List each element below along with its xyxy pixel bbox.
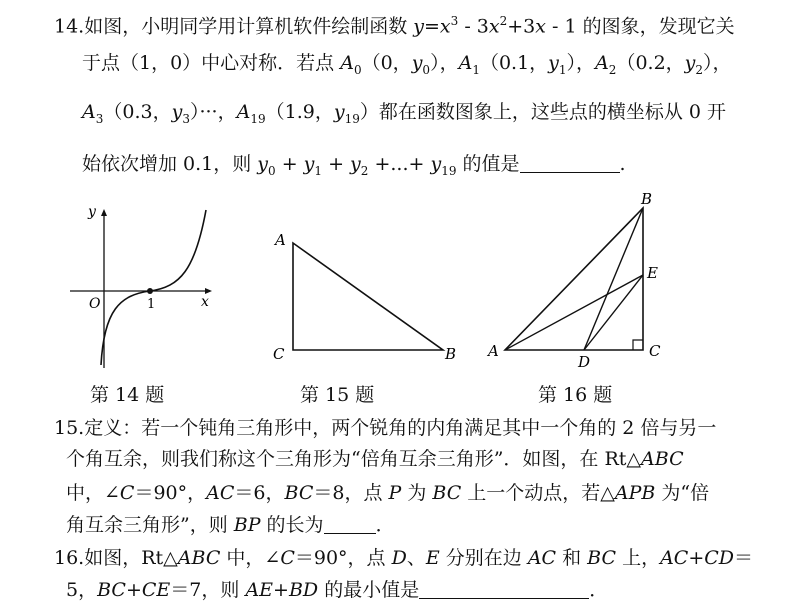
answer-blank-15[interactable] [324, 515, 376, 534]
q14-line-2: 于点（1，0）中心对称．若点 $A_0(0$，$y_0$），$A_1(0.1$，$y_1$），$A_2(0.2$，$y_2$）， [82, 52, 732, 77]
fig15-label-a: A [275, 231, 286, 249]
fig15-label-c: C [273, 345, 285, 363]
fig14-label-x: x [201, 294, 209, 310]
fig16-label-a: A [488, 342, 499, 360]
q14-line-1: 14.如图，小明同学用计算机软件绘制函数 $y=x^3 - 3x^2+3x - 1$ 的图象，发现它关 [54, 14, 735, 38]
fig16-label-b: B [641, 190, 653, 208]
q15-line-2: 个角互余，则我们称这个三角形为“倍角互余三角形”．如图，在 Rt△ABC [66, 448, 684, 470]
q15-line-4: 角互余三角形”，则 BP 的长为 ． [66, 514, 395, 536]
q15-line-1: 15.定义：若一个钝角三角形中，两个锐角的内角满足其中一个角的 2 倍与另一 [54, 417, 717, 439]
triangle-abc [293, 243, 443, 350]
fig15-label-b: B [445, 345, 457, 363]
q14-line-4: 始依次增加 0.1，则 $y_0 + y_1 + y_2$ +...+ $y_{19}$ 的值是 . [82, 153, 626, 178]
fig14-label-1: 1 [147, 297, 156, 312]
cubic-curve [101, 210, 206, 365]
y-axis-arrow [101, 209, 107, 216]
fig14-label-y: y [88, 204, 96, 220]
q15-line-3: 中，∠C＝90°，AC＝6，BC＝8，点 P 为 BC 上一个动点，若△APB 为“倍 [66, 482, 710, 504]
q16-line-2: 5，BC+CE＝7，则 AE+BD 的最小值是 ． [66, 579, 609, 601]
segment-bd [584, 208, 643, 350]
segment-de [584, 275, 643, 350]
figure-14-graph [60, 200, 220, 370]
caption-fig-14: 第 14 题 [90, 384, 165, 406]
caption-fig-16: 第 16 题 [538, 384, 613, 406]
caption-fig-15: 第 15 题 [300, 384, 375, 406]
answer-blank-16[interactable] [419, 580, 589, 599]
triangle-abc [505, 208, 643, 350]
fig16-label-e: E [647, 264, 658, 282]
right-angle-mark [633, 340, 643, 350]
fig16-label-c: C [649, 342, 661, 360]
figure-15-triangle [265, 225, 465, 370]
segment-ae [505, 275, 643, 350]
q14-line-3: $A_3(0.3$，$y_3)\cdot\cdot\cdot$，$A_{19}(1.9$，$y_{19}$）都在函数图象上，这些点的横坐标从 0 开 [82, 101, 727, 126]
symmetry-point [147, 288, 153, 294]
fig16-label-d: D [578, 353, 591, 371]
figure-16-triangle [480, 190, 680, 372]
fig14-label-o: O [89, 296, 101, 312]
q16-line-1: 16.如图，Rt△ABC 中，∠C＝90°，点 D、E 分别在边 AC 和 BC 上，AC+CD＝ [54, 547, 754, 569]
answer-blank-14[interactable] [520, 154, 620, 173]
